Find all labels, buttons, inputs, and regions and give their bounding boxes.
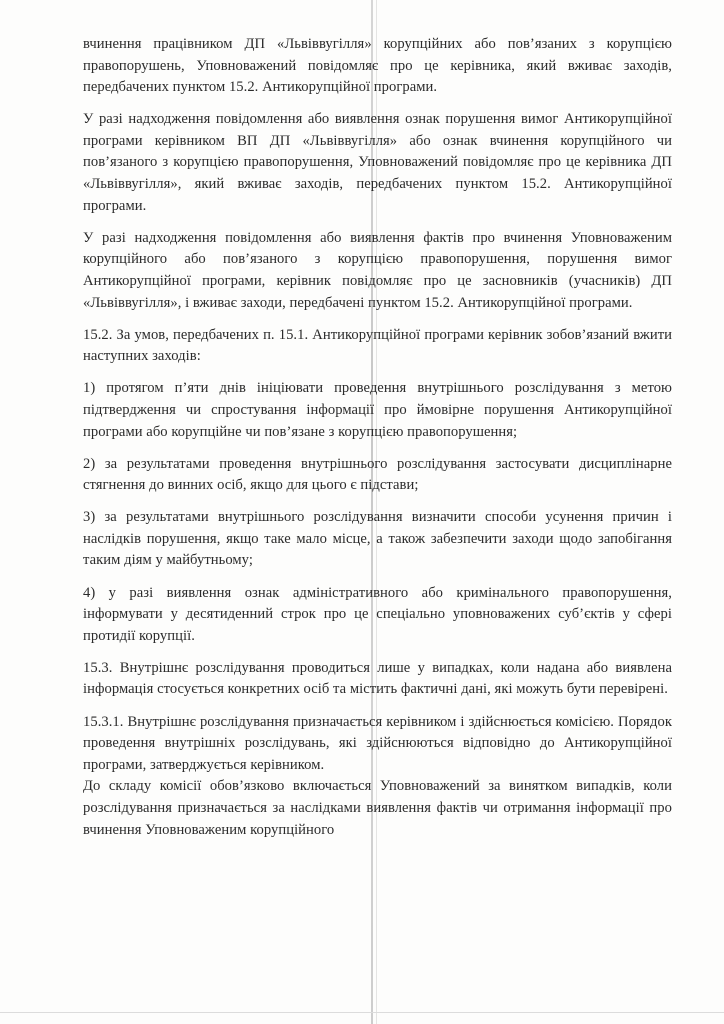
paragraph-15-2-item-1: 1) протягом п’яти днів ініціювати проведення внутрішнього розслідування з метою підтвердження чи спростування інформації про ймовірне порушення Антикорупційної програми або корупційне чи пов’язане з корупцією правопорушення;	[83, 380, 672, 440]
paragraph-violation-authorized: У разі надходження повідомлення або виявлення фактів про вчинення Уповноваженим корупційного або пов’язаного з корупцією правопорушення, порушення вимог Антикорупційної програми, керівник повідомляє про це засновників (учасників) ДП «Львіввугілля», і вживає заходи, передбачені пунктом 15.2. Антикорупційної програми.	[83, 229, 672, 311]
scan-bottom-edge	[0, 1012, 724, 1013]
paragraph-15-3-1: 15.3.1. Внутрішнє розслідування призначається керівником і здійснюється комісією. Порядок проведення внутрішніх розслідувань, які здійснюються відповідно до Антикорупційної програми, затверджується керівником.	[83, 713, 672, 773]
paragraph-15-2: 15.2. За умов, передбачених п. 15.1. Антикорупційної програми керівник зобов’язаний вжити наступних заходів:	[83, 326, 672, 365]
document-body	[83, 34, 672, 841]
paragraph-15-2-item-3: 3) за результатами внутрішнього розслідування визначити способи усунення причин і наслідків порушення, якщо таке мало місце, а також забезпечити заходи щодо запобігання таким діям у майбутньому;	[83, 509, 672, 569]
paragraph-15-2-item-4: 4) у разі виявлення ознак адміністративного або кримінального правопорушення, інформувати у десятиденний строк про це спеціально уповноважених суб’єктів у сфері протидії корупції.	[83, 584, 672, 644]
paragraph-commission-composition: До складу комісії обов’язково включається Уповноважений за винятком випадків, коли розслідування призначається за наслідками виявлення фактів чи отримання інформації про вчинення Уповноваженим корупційного	[83, 778, 672, 838]
paragraph-15-3: 15.3. Внутрішнє розслідування проводиться лише у випадках, коли надана або виявлена інформація стосується конкретних осіб та містить фактичні дані, які можуть бути перевірені.	[83, 659, 672, 698]
paragraph-continuation: вчинення працівником ДП «Львіввугілля» корупційних або пов’язаних з корупцією правопорушень, Уповноважений повідомляє про це керівника, який вживає заходів, передбачених пунктом 15.2. Антикорупційної програми.	[83, 36, 672, 96]
paragraph-violation-branch-head: У разі надходження повідомлення або виявлення ознак порушення вимог Антикорупційної програми керівником ВП ДП «Львіввугілля» або ознак вчинення корупційного чи пов’язаного з корупцією правопорушення, Уповноважений повідомляє про це керівника ДП «Львіввугілля», який вживає заходів, передбачених пунктом 15.2. Антикорупційної програми.	[83, 111, 672, 214]
paragraph-15-2-item-2: 2) за результатами проведення внутрішнього розслідування застосувати дисциплінарне стягнення до винних осіб, якщо для цього є підстави;	[83, 455, 672, 494]
